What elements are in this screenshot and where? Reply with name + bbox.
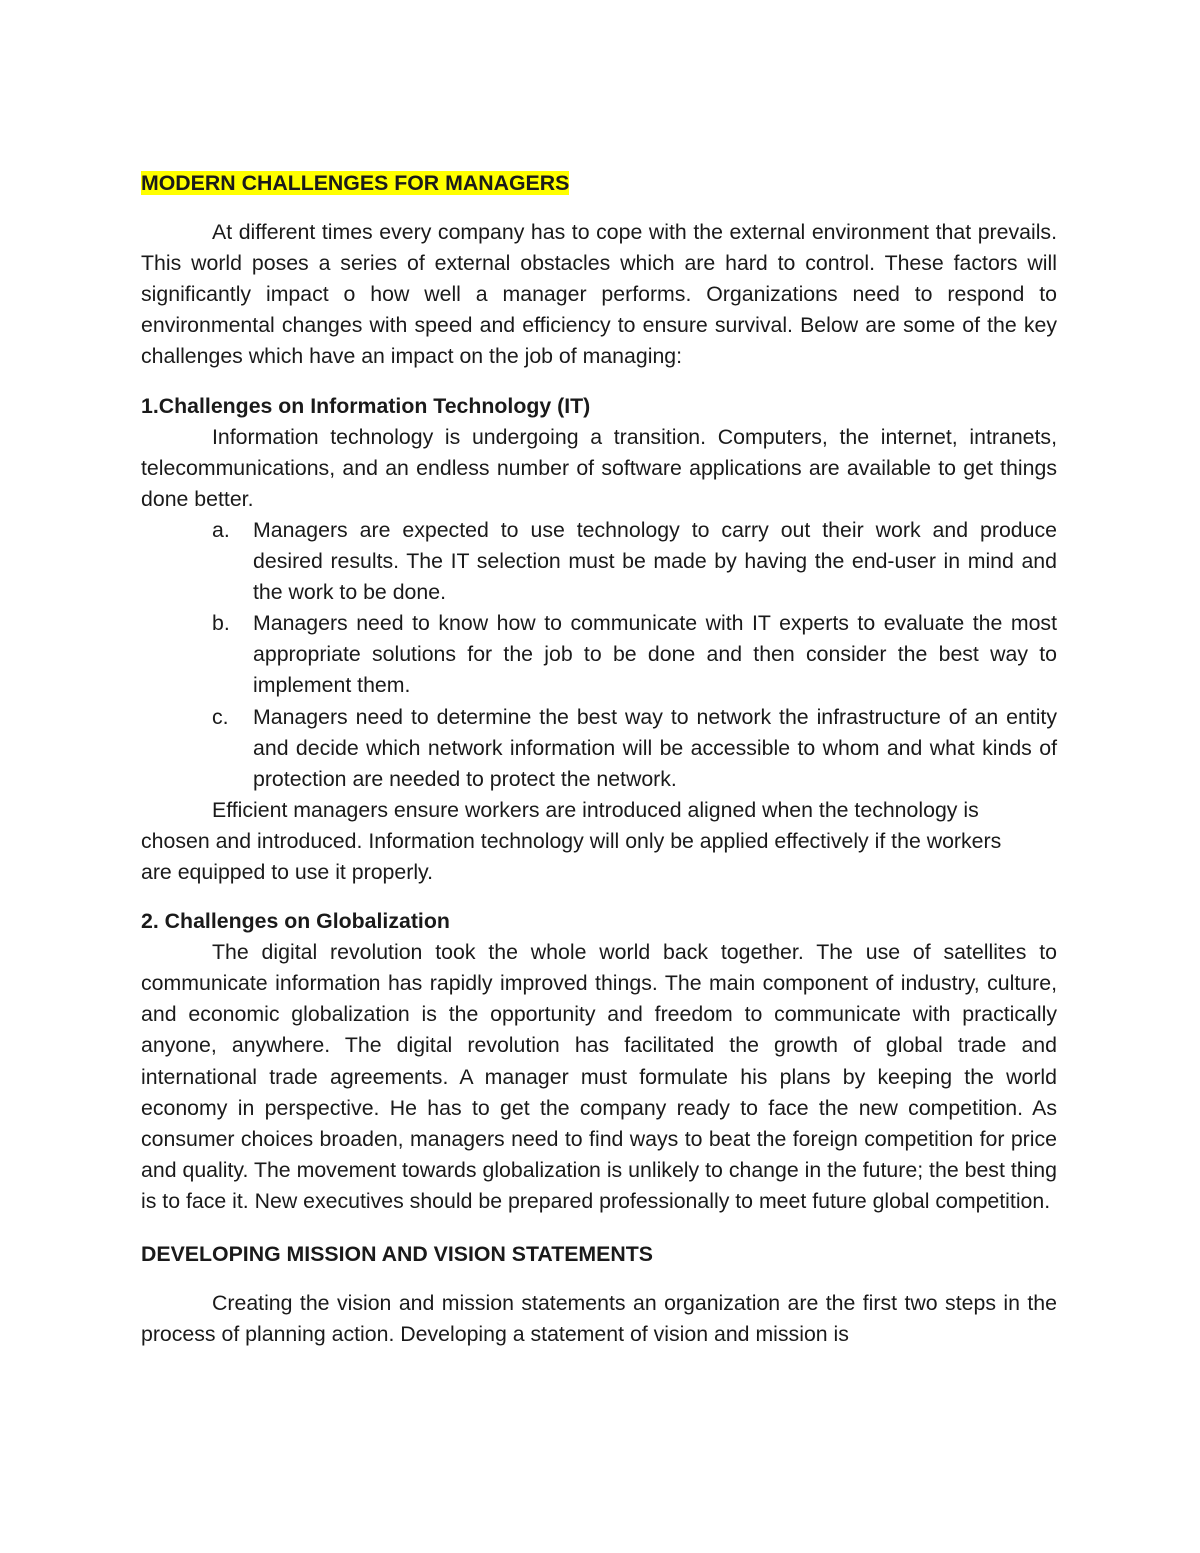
list-item: [212, 608, 1057, 701]
list-item: [212, 702, 1057, 795]
section2-body: The digital revolution took the whole world back together. The use of satellites to communicate information has rapidly improved things. The main component of industry, culture, and economic globalization is the opportunity and freedom to communicate with practically anyone, anywhere. The digital revolution has facilitated the growth of global trade and international trade agreements. A manager must formulate his plans by keeping the world economy in perspective. He has to get the company ready to face the new competition. As consumer choices broaden, managers need to find ways to beat the foreign competition for price and quality. The movement towards globalization is unlikely to change in the future; the best thing is to face it. New executives should be prepared professionally to meet future global competition.: [141, 940, 1057, 1213]
spacer: [141, 1217, 1057, 1239]
section1-intro: Information technology is undergoing a transition. Computers, the internet, intranets, telecommunications, and an endless number of software applications are available to get things done better.: [141, 424, 1057, 511]
spacer: [141, 373, 1057, 391]
list-item-text: Managers are expected to use technology to carry out their work and produce desired results. The IT selection must be made by having the end-user in mind and the work to be done.: [253, 517, 1057, 605]
heading-mission-vision: DEVELOPING MISSION AND VISION STATEMENTS: [141, 1242, 653, 1266]
list-marker: a.: [212, 517, 230, 542]
section1-title: 1.Challenges on Information Technology (IT): [141, 393, 591, 418]
intro-paragraph: At different times every company has to cope with the external environment that prevails. This world poses a series of external obstacles which are hard to control. These factors will significantly impact o how well a manager performs. Organizations need to respond to environmental changes with speed and efficiency to ensure survival. Below are some of the key challenges which have an impact on the job of managing:: [141, 220, 1057, 369]
list-item: [212, 515, 1057, 608]
list-item-text: Managers need to know how to communicate with IT experts to evaluate the most appropriate solutions for the job to be done and then consider the best way to implement them.: [253, 611, 1057, 698]
section2-title: 2. Challenges on Globalization: [141, 909, 450, 934]
list-marker: c.: [212, 704, 229, 729]
highlighted-heading-text: MODERN CHALLENGES FOR MANAGERS: [141, 171, 570, 195]
section1-list: [141, 515, 1057, 795]
document-page: [141, 168, 1057, 1350]
spacer: [141, 888, 1057, 906]
heading-modern-challenges: [141, 168, 1057, 199]
list-marker: b.: [212, 611, 230, 636]
section1-closing: Efficient managers ensure workers are introduced aligned when the technology is chosen and introduced. Information technology will only be applied effectively if the workers are equipped to use it properly.: [141, 797, 1002, 884]
list-item-text: Managers need to determine the best way to network the infrastructure of an entity and decide which network information will be accessible to whom and what kinds of protection are needed to protect the network.: [253, 704, 1057, 791]
mission-intro-paragraph: Creating the vision and mission statements an organization are the first two steps in the process of planning action. Developing a statement of vision and mission is: [141, 1291, 1057, 1347]
